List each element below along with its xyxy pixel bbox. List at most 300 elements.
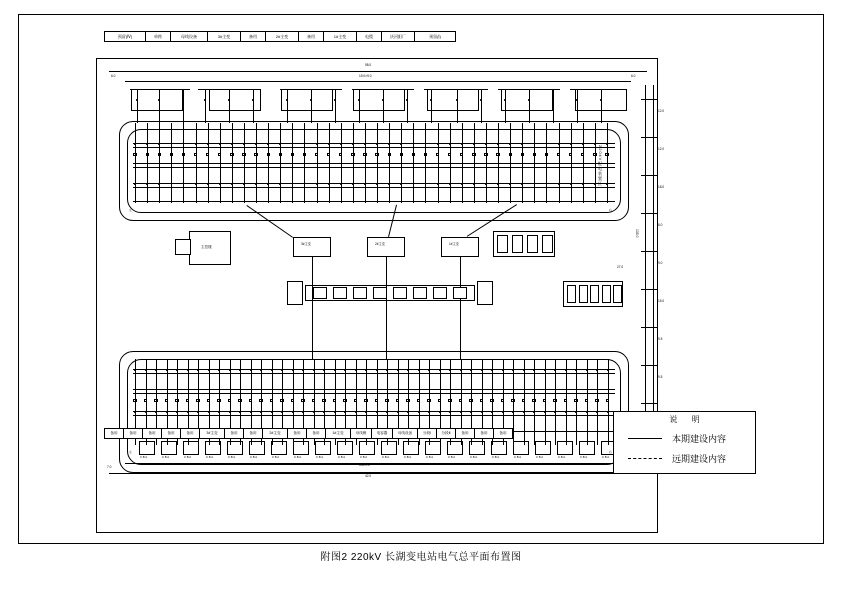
220kv-breaker-15 [315,153,318,156]
220kv-bay-drop-18 [353,123,354,203]
220kv-bay-drop-7 [220,123,221,203]
110kv-outgoing-frame-5 [249,441,265,455]
110kv-breaker-6 [196,399,199,402]
110kv-breaker-43 [585,399,588,402]
110kv-bus1-tap-24 [386,369,388,371]
dim-right-value-1: 12.0 [658,147,665,151]
220kv-bay-drop-34 [546,123,547,203]
220kv-breaker-31 [509,153,512,156]
110kv-breaker-12 [259,399,262,402]
220kv-breaker-35 [557,153,560,156]
110kv-bus2-tap-26 [407,411,409,413]
110kv-outgoing-frame-9 [337,441,353,455]
bottom-bay-label-11: 1#主变 [326,429,351,438]
transformer-2-label: 2#主变 [375,242,385,246]
220kv-bus-2 [133,147,615,148]
220kv-yard-label: 220kV配电装置区 [598,145,603,187]
220kv-bus2-tap-9 [243,183,245,185]
110kv-phase-label-17: C B A [514,455,522,459]
dim-top-overall: 98.0 [365,63,372,67]
bottom-bay-label-2: 备用 [143,429,162,438]
110kv-bus2-tap-20 [344,411,346,413]
bottom-bay-label-15: 分段Ⅰ [418,429,437,438]
110kv-phase-label-1: C B A [162,455,170,459]
220kv-bus1-tap-8 [231,143,233,145]
equipment-bay-0 [567,285,576,303]
110kv-breaker-2 [154,399,157,402]
110kv-breaker-32 [469,399,472,402]
dim-right-tick-0 [641,99,657,100]
110kv-breaker-4 [175,399,178,402]
110kv-bus1-tap-34 [491,369,493,371]
110kv-outgoing-frame-20 [579,441,595,455]
110kv-bus-4 [133,393,615,394]
220kv-bus2-tap-21 [388,183,390,185]
gantry-frame-4 [427,89,479,111]
dim-top-overall-line [109,71,647,72]
220kv-breaker-29 [484,153,487,156]
110kv-bus-2 [133,373,615,374]
110kv-outgoing-frame-14 [447,441,463,455]
gantry-frame-6 [575,89,627,111]
110kv-phase-label-2: C B A [184,455,192,459]
110kv-phase-label-19: C B A [558,455,566,459]
dim-right-value-5: 15.0 [658,299,665,303]
220kv-bus1-tap-31 [509,143,511,145]
transformer-downlead-0 [312,257,313,359]
220kv-bus2-tap-8 [231,183,233,185]
110kv-breaker-37 [522,399,525,402]
220kv-bay-drop-10 [256,123,257,203]
110kv-breaker-28 [427,399,430,402]
dim-bottom-left: 7.0 [107,465,112,469]
220kv-bus2-tap-33 [534,183,536,185]
110kv-bus1-tap-18 [323,369,325,371]
220kv-bay-drop-25 [438,123,439,203]
dim-top-sub-line [125,81,631,82]
220kv-breaker-22 [400,153,403,156]
110kv-breaker-10 [238,399,241,402]
220kv-bus2-tap-2 [158,183,160,185]
110kv-breaker-24 [385,399,388,402]
bottom-bay-label-18: 备用 [475,429,494,438]
220kv-breaker-6 [206,153,209,156]
bottom-bay-label-19: 备用 [499,431,507,435]
220kv-bay-drop-19 [365,123,366,203]
220kv-bay-drop-21 [389,123,390,203]
bottom-bay-label-10: 备用 [307,429,326,438]
220kv-bus1-tap-23 [413,143,415,145]
bottom-bay-label-12: 母线侧 [351,429,372,438]
220kv-bus2-tap-4 [183,183,185,185]
bottom-bay-label-9: 备用 [288,429,307,438]
110kv-phase-label-18: C B A [536,455,544,459]
bottom-bay-label-0: 备用 [105,429,124,438]
110kv-breaker-34 [490,399,493,402]
gantry-column-2 [183,89,184,123]
gantry-column-17 [553,89,554,123]
legend-row-current [614,428,755,448]
dim-right-tick-8 [641,403,657,404]
110kv-breaker-21 [354,399,357,402]
220kv-breaker-13 [291,153,294,156]
110kv-phase-label-4: C B A [228,455,236,459]
transformer-1-label: 1#主变 [449,242,459,246]
110kv-phase-label-14: C B A [448,455,456,459]
top-bay-label-8: 电缆 [357,32,382,41]
gantry-node-8 [334,99,336,101]
220kv-bay-drop-4 [183,123,184,203]
220kv-bus1-tap-21 [388,143,390,145]
220kv-breaker-8 [230,153,233,156]
220kv-bay-drop-8 [232,123,233,203]
220kv-bus2-tap-20 [376,183,378,185]
110kv-phase-label-6: C B A [272,455,280,459]
220kv-bay-drop-13 [292,123,293,203]
110kv-phase-label-10: C B A [360,455,368,459]
110kv-phase-label-3: C B A [206,455,214,459]
110kv-breaker-13 [270,399,273,402]
top-bay-label-9: 庆河阳厂 [382,32,415,41]
110kv-bus1-tap-30 [449,369,451,371]
220kv-bus2-tap-30 [497,183,499,185]
dim-top-right: 6.0 [631,74,636,78]
220kv-bus1-tap-13 [292,143,294,145]
110kv-phase-label-12: C B A [404,455,412,459]
dim-right-value-2: 18.0 [658,185,665,189]
110kv-breaker-42 [574,399,577,402]
110kv-phase-label-0: C B A [140,455,148,459]
control-building-annex [175,239,191,255]
220kv-breaker-12 [279,153,282,156]
220kv-bay-drop-23 [413,123,414,203]
220kv-breaker-24 [424,153,427,156]
220kv-bus2-tap-3 [171,183,173,185]
110kv-breaker-19 [333,399,336,402]
gantry-frame-0 [131,89,183,111]
220kv-bay-drop-14 [304,123,305,203]
110kv-bus1-tap-28 [428,369,430,371]
gantry-node-11 [406,99,408,101]
bottom-bay-label-4: 备用 [181,429,200,438]
switchgear-cell-7 [453,287,467,299]
220kv-bus1-tap-0 [134,143,136,145]
220kv-bay-drop-29 [486,123,487,203]
gantry-column-11 [407,89,408,123]
220kv-bay-drop-39 [607,123,608,203]
220kv-bay-drop-3 [171,123,172,203]
220kv-bay-drop-24 [425,123,426,203]
110kv-bus1-tap-6 [197,369,199,371]
switchgear-cell-0 [313,287,327,299]
110kv-bus2-tap-2 [155,411,157,413]
110kv-breaker-39 [543,399,546,402]
110kv-bus2-tap-44 [596,411,598,413]
110kv-breaker-16 [301,399,304,402]
220kv-bay-drop-11 [268,123,269,203]
220kv-bus1-tap-29 [485,143,487,145]
220kv-bay-drop-33 [534,123,535,203]
bottom-bay-label-7: 备用 [244,429,263,438]
220kv-breaker-17 [339,153,342,156]
110kv-outgoing-frame-15 [469,441,485,455]
110kv-bus2-tap-4 [176,411,178,413]
legend-solid-line-icon [628,438,662,439]
220kv-bus2-tap-19 [364,183,366,185]
110kv-bus1-tap-26 [407,369,409,371]
110kv-phase-label-16: C B A [492,455,500,459]
110kv-breaker-7 [207,399,210,402]
110kv-breaker-20 [343,399,346,402]
legend-dashed-line-icon [628,458,662,459]
110kv-bus1-tap-0 [134,369,136,371]
cable-trench-band [305,285,475,301]
110kv-breaker-3 [165,399,168,402]
220kv-bay-drop-1 [147,123,148,203]
220kv-bay-drop-6 [208,123,209,203]
equipment-bay-2 [590,285,599,303]
110kv-outgoing-frame-7 [293,441,309,455]
dim-bottom-overall-line [109,473,647,474]
legend-label-current: 本期建设内容 [672,433,727,444]
dim-right-tick-5 [641,289,657,290]
equipment-bay-3 [602,285,611,303]
110kv-outgoing-frame-11 [381,441,397,455]
110kv-phase-label-13: C B A [426,455,434,459]
220kv-bay-drop-35 [559,123,560,203]
220kv-bay-drop-0 [135,123,136,203]
110kv-bus2-tap-34 [491,411,493,413]
110kv-phase-label-11: C B A [382,455,390,459]
transformer-3 [293,237,331,257]
110kv-bus2-tap-10 [239,411,241,413]
220kv-bay-drop-32 [522,123,523,203]
110kv-phase-label-7: C B A [294,455,302,459]
220kv-bus1-tap-28 [473,143,475,145]
220kv-bus-3 [133,163,615,164]
110kv-outgoing-frame-16 [491,441,507,455]
110kv-bus2-tap-22 [365,411,367,413]
110kv-outgoing-frame-1 [161,441,177,455]
110kv-bus1-tap-38 [533,369,535,371]
220kv-breaker-34 [545,153,548,156]
drawing-frame [96,58,665,533]
220kv-bus1-tap-38 [594,143,596,145]
gantry-column-8 [335,89,336,123]
switchgear-cell-6 [433,287,447,299]
110kv-breaker-0 [133,399,136,402]
220kv-bus-7 [133,201,615,202]
220kv-breaker-10 [254,153,257,156]
gantry-frame-1 [209,89,261,111]
220kv-bay-drop-26 [450,123,451,203]
switchgear-cell-4 [393,287,407,299]
110kv-outgoing-frame-2 [183,441,199,455]
110kv-breaker-22 [364,399,367,402]
220kv-bus1-tap-10 [255,143,257,145]
220kv-bus1-tap-24 [425,143,427,145]
220kv-bus-1 [133,143,615,144]
220kv-breaker-30 [496,153,499,156]
220kv-breaker-5 [194,153,197,156]
top-bay-label-3: 3#主变 [208,32,241,41]
110kv-breaker-27 [417,399,420,402]
dim-top-left: 6.0 [111,74,116,78]
110kv-breaker-5 [186,399,189,402]
capacitor-cell-1 [512,235,523,253]
220kv-bus1-tap-32 [521,143,523,145]
110kv-outgoing-frame-12 [403,441,419,455]
220kv-bay-drop-9 [244,123,245,203]
110kv-bus2-tap-0 [134,411,136,413]
dim-right-tick-6 [641,327,657,328]
110kv-breaker-25 [396,399,399,402]
220kv-breaker-39 [605,153,608,156]
110kv-bus2-tap-32 [470,411,472,413]
220kv-bus1-tap-9 [243,143,245,145]
110kv-bus1-tap-4 [176,369,178,371]
dim-right-tick-2 [641,175,657,176]
220kv-breaker-0 [133,153,136,156]
dim-right-value-6: 9.5 [658,337,663,341]
figure-caption: 附图2 220kV 长湖变电站电气总平面布置图 [320,552,522,563]
110kv-bus1-tap-32 [470,369,472,371]
dim-mid-right: 27.0 [617,265,624,269]
110kv-breaker-44 [595,399,598,402]
legend-label-future: 远期建设内容 [672,453,727,464]
bottom-bay-label-16: 分段Ⅱ [437,429,456,438]
220kv-bay-drop-31 [510,123,511,203]
110kv-breaker-18 [322,399,325,402]
220kv-bus2-tap-34 [546,183,548,185]
top-bay-label-10: 预留(Ⅰ) [429,34,441,39]
dim-right-rail [645,85,646,455]
220kv-breaker-23 [412,153,415,156]
110kv-bus2-tap-6 [197,411,199,413]
top-bay-label-2: 母线设备 [171,32,208,41]
equipment-bay-4 [613,285,622,303]
top-bay-label-0: 预留(Ⅳ) [105,32,146,41]
220kv-bus-5 [133,183,615,184]
110kv-bus1-tap-14 [281,369,283,371]
110kv-breaker-23 [375,399,378,402]
bottom-bay-label-13: 电容器 [372,429,393,438]
110kv-bus-1 [133,369,615,370]
110kv-breaker-9 [228,399,231,402]
220kv-bay-drop-17 [341,123,342,203]
220kv-bus2-tap-0 [134,183,136,185]
110kv-bus1-tap-20 [344,369,346,371]
220kv-breaker-1 [146,153,149,156]
annotation-1: 右 [609,208,612,212]
220kv-breaker-4 [182,153,185,156]
control-building-label: 主控楼 [201,245,212,249]
220kv-breaker-36 [569,153,572,156]
top-bay-label-4: 备用 [241,32,266,41]
110kv-breaker-30 [448,399,451,402]
dim-right-tick-7 [641,365,657,366]
top-bay-label-6: 备用 [299,32,324,41]
dim-right-tick-1 [641,137,657,138]
110kv-bus1-tap-42 [575,369,577,371]
110kv-bus2-tap-24 [386,411,388,413]
annotation-3: 右 [609,450,612,454]
110kv-breaker-41 [564,399,567,402]
dim-right-tick-4 [641,251,657,252]
110kv-breaker-17 [312,399,315,402]
220kv-bay-drop-36 [571,123,572,203]
220kv-breaker-25 [436,153,439,156]
220kv-breaker-20 [375,153,378,156]
220kv-breaker-7 [218,153,221,156]
220kv-bus2-tap-23 [413,183,415,185]
110kv-bus1-tap-22 [365,369,367,371]
legend-title: 说 明 [669,415,706,424]
220kv-bay-drop-28 [474,123,475,203]
110kv-bus2-tap-28 [428,411,430,413]
110kv-outgoing-frame-10 [359,441,375,455]
110kv-bus2-tap-40 [554,411,556,413]
dim-right-rail-2 [653,85,654,455]
220kv-bay-drop-27 [462,123,463,203]
220kv-breaker-16 [327,153,330,156]
110kv-breaker-36 [511,399,514,402]
220kv-breaker-19 [363,153,366,156]
switchgear-cell-2 [353,287,367,299]
110kv-breaker-45 [606,399,609,402]
110kv-breaker-1 [144,399,147,402]
220kv-bus1-tap-22 [400,143,402,145]
220kv-bus2-tap-31 [509,183,511,185]
110kv-bus1-tap-36 [512,369,514,371]
220kv-bay-drop-2 [159,123,160,203]
bottom-bay-label-strip [104,428,513,439]
220kv-bus1-tap-20 [376,143,378,145]
110kv-bus1-tap-8 [218,369,220,371]
bottom-bay-label-14: 母线设备 [393,429,418,438]
220kv-breaker-32 [521,153,524,156]
220kv-breaker-26 [448,153,451,156]
220kv-bus2-tap-38 [594,183,596,185]
switchgear-cell-5 [413,287,427,299]
110kv-phase-label-21: C B A [602,455,610,459]
110kv-breaker-26 [406,399,409,402]
gantry-frame-5 [501,89,553,111]
bottom-bay-label-6: 备用 [225,429,244,438]
dim-right-value-3: 8.0 [658,223,663,227]
110kv-breaker-14 [280,399,283,402]
110kv-bus1-tap-10 [239,369,241,371]
220kv-bus2-tap-13 [292,183,294,185]
220kv-bay-drop-5 [196,123,197,203]
110kv-breaker-29 [438,399,441,402]
dim-right-value-7: 9.5 [658,375,663,379]
110kv-outgoing-frame-4 [227,441,243,455]
220kv-breaker-14 [303,153,306,156]
220kv-bus1-tap-14 [304,143,306,145]
220kv-bay-drop-38 [595,123,596,203]
220kv-bay-drop-22 [401,123,402,203]
legend [613,411,756,474]
110kv-outgoing-frame-3 [205,441,221,455]
110kv-breaker-33 [480,399,483,402]
220kv-breaker-11 [267,153,270,156]
110kv-bus2-tap-36 [512,411,514,413]
dim-right-tick-3 [641,213,657,214]
220kv-bay-drop-16 [329,123,330,203]
gantry-frame-3 [353,89,405,111]
top-bay-label-5: 2#主变 [266,32,299,41]
